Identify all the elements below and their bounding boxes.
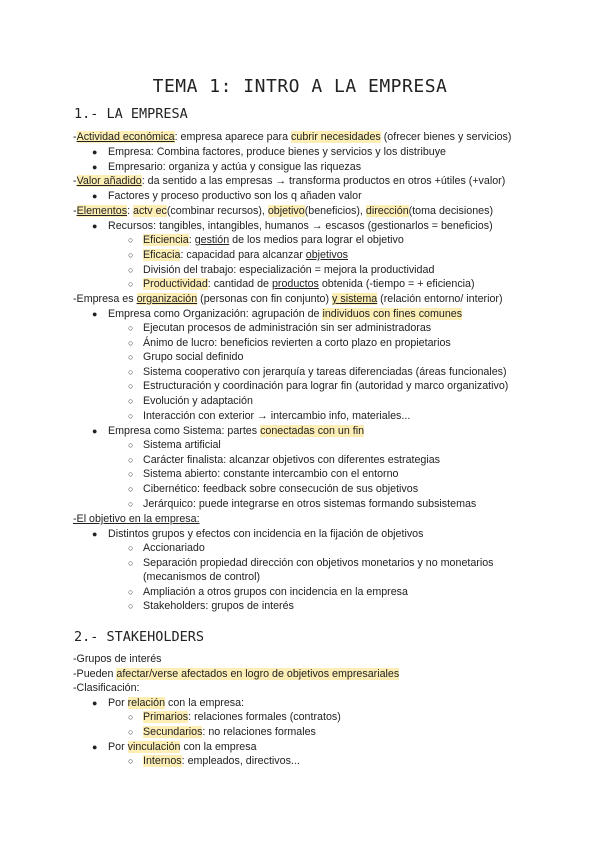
sub-list-item: Estructuración y coordinación para lograr fin (autoridad y marco organizativo) [143, 380, 509, 392]
sub-list-item: Evolución y adaptación [143, 395, 253, 407]
circle-bullet-icon: ○ [128, 587, 134, 597]
circle-bullet-icon: ○ [128, 756, 134, 766]
sub-list-item: Eficiencia: gestión de los medios para lograr el objetivo [143, 234, 404, 246]
circle-bullet-icon: ○ [128, 235, 134, 245]
sub-list-item: Separación propiedad dirección con objetivos monetarios y no monetarios [143, 557, 494, 569]
sub-list-item: Sistema artificial [143, 439, 221, 451]
sub-list-item-continuation: (mecanismos de control) [143, 571, 261, 583]
bullet-icon: ● [92, 147, 98, 157]
circle-bullet-icon: ○ [128, 381, 134, 391]
sub-list-item: Interacción con exterior → intercambio info, materiales... [143, 410, 411, 422]
bullet-icon: ● [92, 426, 98, 436]
sub-list-item: Sistema cooperativo con jerarquía y tareas diferenciadas (áreas funcionales) [143, 366, 507, 378]
bullet-icon: ● [92, 221, 98, 231]
list-item: Empresario: organiza y actúa y consigue las riquezas [108, 161, 362, 173]
text-line: -Elementos: actv ec(combinar recursos), objetivo(beneficios), dirección(toma decisiones) [73, 205, 494, 217]
circle-bullet-icon: ○ [128, 558, 134, 568]
sub-list-item: Grupo social definido [143, 351, 244, 363]
circle-bullet-icon: ○ [128, 323, 134, 333]
sub-list-item: Accionariado [143, 542, 205, 554]
circle-bullet-icon: ○ [128, 265, 134, 275]
list-item: Empresa: Combina factores, produce bienes y servicios y los distribuye [108, 146, 446, 158]
text-line: -Clasificación: [73, 682, 140, 694]
circle-bullet-icon: ○ [128, 352, 134, 362]
list-item: Factores y proceso productivo son los q añaden valor [108, 190, 362, 202]
circle-bullet-icon: ○ [128, 338, 134, 348]
bullet-icon: ● [92, 309, 98, 319]
circle-bullet-icon: ○ [128, 727, 134, 737]
section-heading-stakeholders: 2.- STAKEHOLDERS [74, 629, 205, 645]
circle-bullet-icon: ○ [128, 367, 134, 377]
circle-bullet-icon: ○ [128, 250, 134, 260]
circle-bullet-icon: ○ [128, 411, 134, 421]
sub-list-item: Primarios: relaciones formales (contratos) [143, 711, 341, 723]
section-heading-empresa: 1.- LA EMPRESA [74, 106, 188, 122]
circle-bullet-icon: ○ [128, 484, 134, 494]
sub-list-item: Ampliación a otros grupos con incidencia en la empresa [143, 586, 408, 598]
sub-list-item: Internos: empleados, directivos... [143, 755, 300, 767]
sub-list-item: Stakeholders: grupos de interés [143, 600, 294, 612]
list-item: Por vinculación con la empresa [108, 741, 257, 753]
sub-list-item: Secundarios: no relaciones formales [143, 726, 316, 738]
circle-bullet-icon: ○ [128, 543, 134, 553]
circle-bullet-icon: ○ [128, 601, 134, 611]
page-title: TEMA 1: INTRO A LA EMPRESA [152, 76, 448, 97]
list-item: Empresa como Sistema: partes conectadas con un fin [108, 425, 365, 437]
circle-bullet-icon: ○ [128, 396, 134, 406]
text-line: -Empresa es organización (personas con fin conjunto) y sistema (relación entorno/ interior) [73, 293, 503, 305]
sub-list-item: Ánimo de lucro: beneficios revierten a corto plazo en propietarios [143, 337, 451, 349]
list-item: Por relación con la empresa: [108, 697, 245, 709]
sub-list-item: División del trabajo: especialización = mejora la productividad [143, 264, 435, 276]
text-line: -El objetivo en la empresa: [73, 513, 200, 525]
list-item: Recursos: tangibles, intangibles, humanos → escasos (gestionarlos = beneficios) [108, 220, 493, 232]
list-item: Distintos grupos y efectos con incidencia en la fijación de objetivos [108, 528, 424, 540]
sub-list-item: Ejecutan procesos de administración sin ser administradoras [143, 322, 432, 334]
text-line: -Grupos de interés [73, 653, 162, 665]
bullet-icon: ● [92, 698, 98, 708]
bullet-icon: ● [92, 742, 98, 752]
sub-list-item: Carácter finalista: alcanzar objetivos con diferentes estrategias [143, 454, 441, 466]
bullet-icon: ● [92, 162, 98, 172]
list-item: Empresa como Organización: agrupación de individuos con fines comunes [108, 308, 463, 320]
bullet-icon: ● [92, 191, 98, 201]
circle-bullet-icon: ○ [128, 712, 134, 722]
text-line: -Actividad económica: empresa aparece para cubrir necesidades (ofrecer bienes y servicios) [73, 131, 512, 143]
sub-list-item: Eficacia: capacidad para alcanzar objetivos [143, 249, 348, 261]
circle-bullet-icon: ○ [128, 499, 134, 509]
text-line: -Pueden afectar/verse afectados en logro de objetivos empresariales [73, 668, 400, 680]
sub-list-item: Jerárquico: puede integrarse en otros sistemas formando subsistemas [143, 498, 477, 510]
bullet-icon: ● [92, 529, 98, 539]
circle-bullet-icon: ○ [128, 455, 134, 465]
circle-bullet-icon: ○ [128, 279, 134, 289]
circle-bullet-icon: ○ [128, 469, 134, 479]
sub-list-item: Productividad: cantidad de productos obtenida (-tiempo = + eficiencia) [143, 278, 475, 290]
text-line: -Valor añadido: da sentido a las empresas → transforma productos en otros +útiles (+valor) [73, 175, 506, 187]
sub-list-item: Sistema abierto: constante intercambio con el entorno [143, 468, 399, 480]
sub-list-item: Cibernético: feedback sobre consecución de sus objetivos [143, 483, 419, 495]
circle-bullet-icon: ○ [128, 440, 134, 450]
